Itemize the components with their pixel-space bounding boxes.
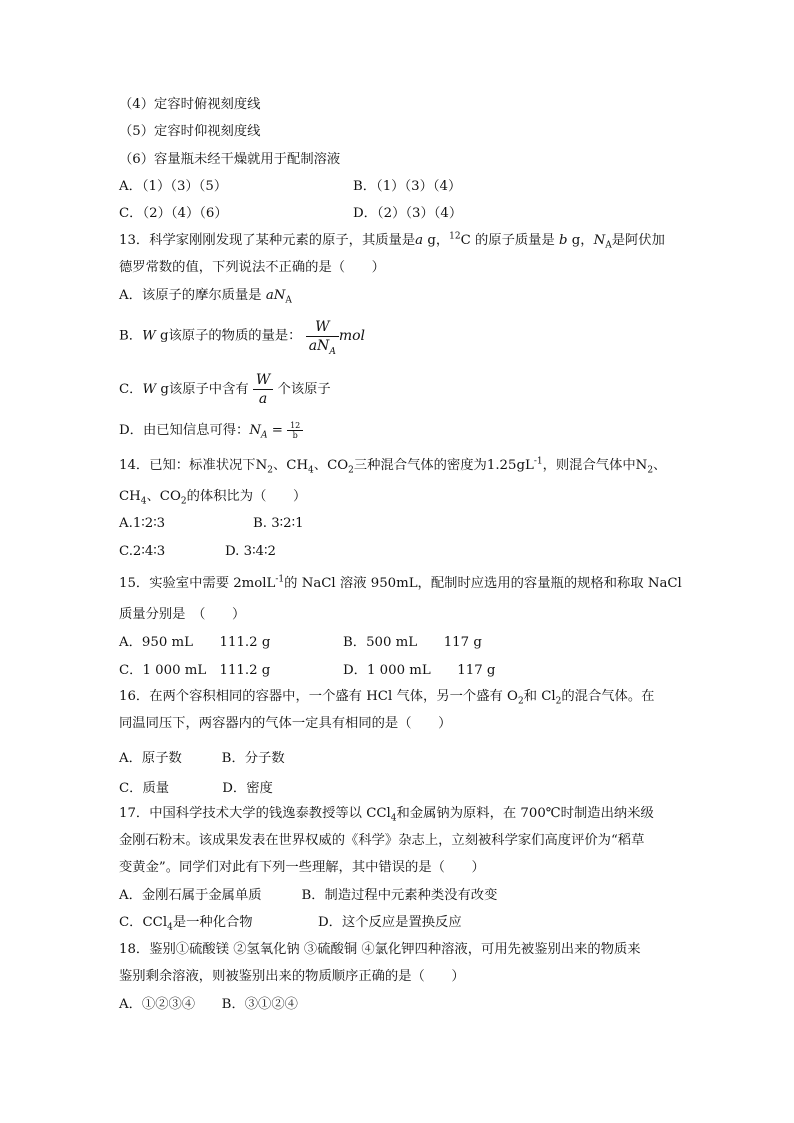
fraction-12-over-b: $\frac{12}{b}$: [287, 421, 303, 440]
item-4: （4）定容时俯视刻度线: [119, 97, 261, 112]
q14-option-a: A.1∶2∶3: [119, 516, 166, 531]
q18-stem-line2: 鉴别剩余溶液，则被鉴别出来的物质顺序正确的是（ ）: [119, 969, 465, 984]
q13-option-c: C．W g该原子中含有 $\frac{W}{a}$ 个该原子: [119, 372, 331, 407]
q14-stem-line2: $CH_4$、$CO_2$的体积比为（ ）: [119, 489, 307, 507]
q16-options-ab: A．原子数 B．分子数: [119, 751, 285, 766]
fraction-w-over-a: $\frac{W}{a}$: [253, 371, 273, 408]
q14-option-d: D. 3∶4∶2: [225, 544, 276, 559]
q15-stem-line2: 质量分别是 （ ）: [119, 607, 246, 622]
q18-stem-line1: 18．鉴别①硫酸镁 ②氢氧化钠 ③硫酸铜 ④氯化钾四种溶液，可用先被鉴别出来的物质来: [119, 942, 641, 957]
q15-option-c: C．1 000 mL 111.2 g: [119, 663, 271, 678]
item-6: （6）容量瓶未经干燥就用于配制溶液: [119, 152, 341, 167]
q16-stem-line2: 同温同压下，两容器内的气体一定具有相同的是（ ）: [119, 716, 452, 731]
q17-option-c: C．CCl$_4$是一种化合物: [119, 915, 253, 933]
q15-option-b: B．500 mL 117 g: [343, 635, 482, 650]
q13-option-d: D．由已知信息可得：$N_A$ = $\frac{12}{b}$: [119, 418, 303, 444]
q13-option-a: A．该原子的摩尔质量是 $aN_A$: [119, 288, 292, 306]
q15-option-a: A．950 mL 111.2 g: [119, 635, 271, 650]
q12-option-b: B．（1）（3）（4）: [353, 179, 462, 194]
q16-stem-line1: 16．在两个容积相同的容器中，一个盛有 HCl 气体，另一个盛有 $O_2$和 $Cl_2$的混合气体。在: [119, 689, 655, 707]
q15-stem-line1: 15．实验室中需要 2molL$^{-1}$的 NaCl 溶液 950mL，配制时应选用的容量瓶的规格和称取 NaCl: [119, 574, 682, 591]
q13-stem-line2: 德罗常数的值，下列说法不正确的是（ ）: [119, 260, 385, 275]
q13-stem-line1: 13．科学家刚刚发现了某种元素的原子，其质量是a g，$^{12}$C 的原子质量是 b g，$N_A$是阿伏加: [119, 231, 665, 251]
fraction-w-over-ana: $\frac{W}{aN_A}$: [306, 318, 339, 355]
q17-stem-line1: 17．中国科学技术大学的钱逸泰教授等以 CCl$_4$和金属钠为原料，在 700℃时制造出纳米级: [119, 806, 654, 824]
q17-stem-line3: 变黄金”。同学们对此有下列一些理解，其中错误的是（ ）: [119, 860, 485, 875]
q17-options-ab: A．金刚石属于金属单质 B．制造过程中元素种类没有改变: [119, 888, 498, 903]
q17-option-d: D．这个反应是置换反应: [318, 915, 462, 930]
q12-option-c: C．（2）（4）（6）: [119, 206, 228, 221]
q12-option-a: A．（1）（3）（5）: [119, 179, 228, 194]
q14-stem-line1: 14．已知：标准状况下$N_2$、$CH_4$、$CO_2$三种混合气体的密度为$1.25gL^{-1}$，则混合气体中$N_2$、: [119, 456, 667, 476]
q17-stem-line2: 金刚石粉末。该成果发表在世界权威的《科学》杂志上，立刻被科学家们高度评价为“稻草: [119, 833, 645, 848]
q12-option-d: D．（2）（3）（4）: [353, 206, 463, 221]
q14-option-b: B. 3∶2∶1: [253, 516, 304, 531]
q13-option-b: B．W g该原子的物质的量是： $\frac{W}{aN_A}$ mol: [119, 318, 365, 357]
q18-options-ab: A．①②③④ B．③①②④: [119, 997, 298, 1012]
q15-option-d: D．1 000 mL 117 g: [343, 663, 496, 678]
item-5: （5）定容时仰视刻度线: [119, 124, 261, 139]
q14-option-c: C.2∶4∶3: [119, 544, 166, 559]
q16-options-cd: C．质量 D．密度: [119, 781, 273, 796]
